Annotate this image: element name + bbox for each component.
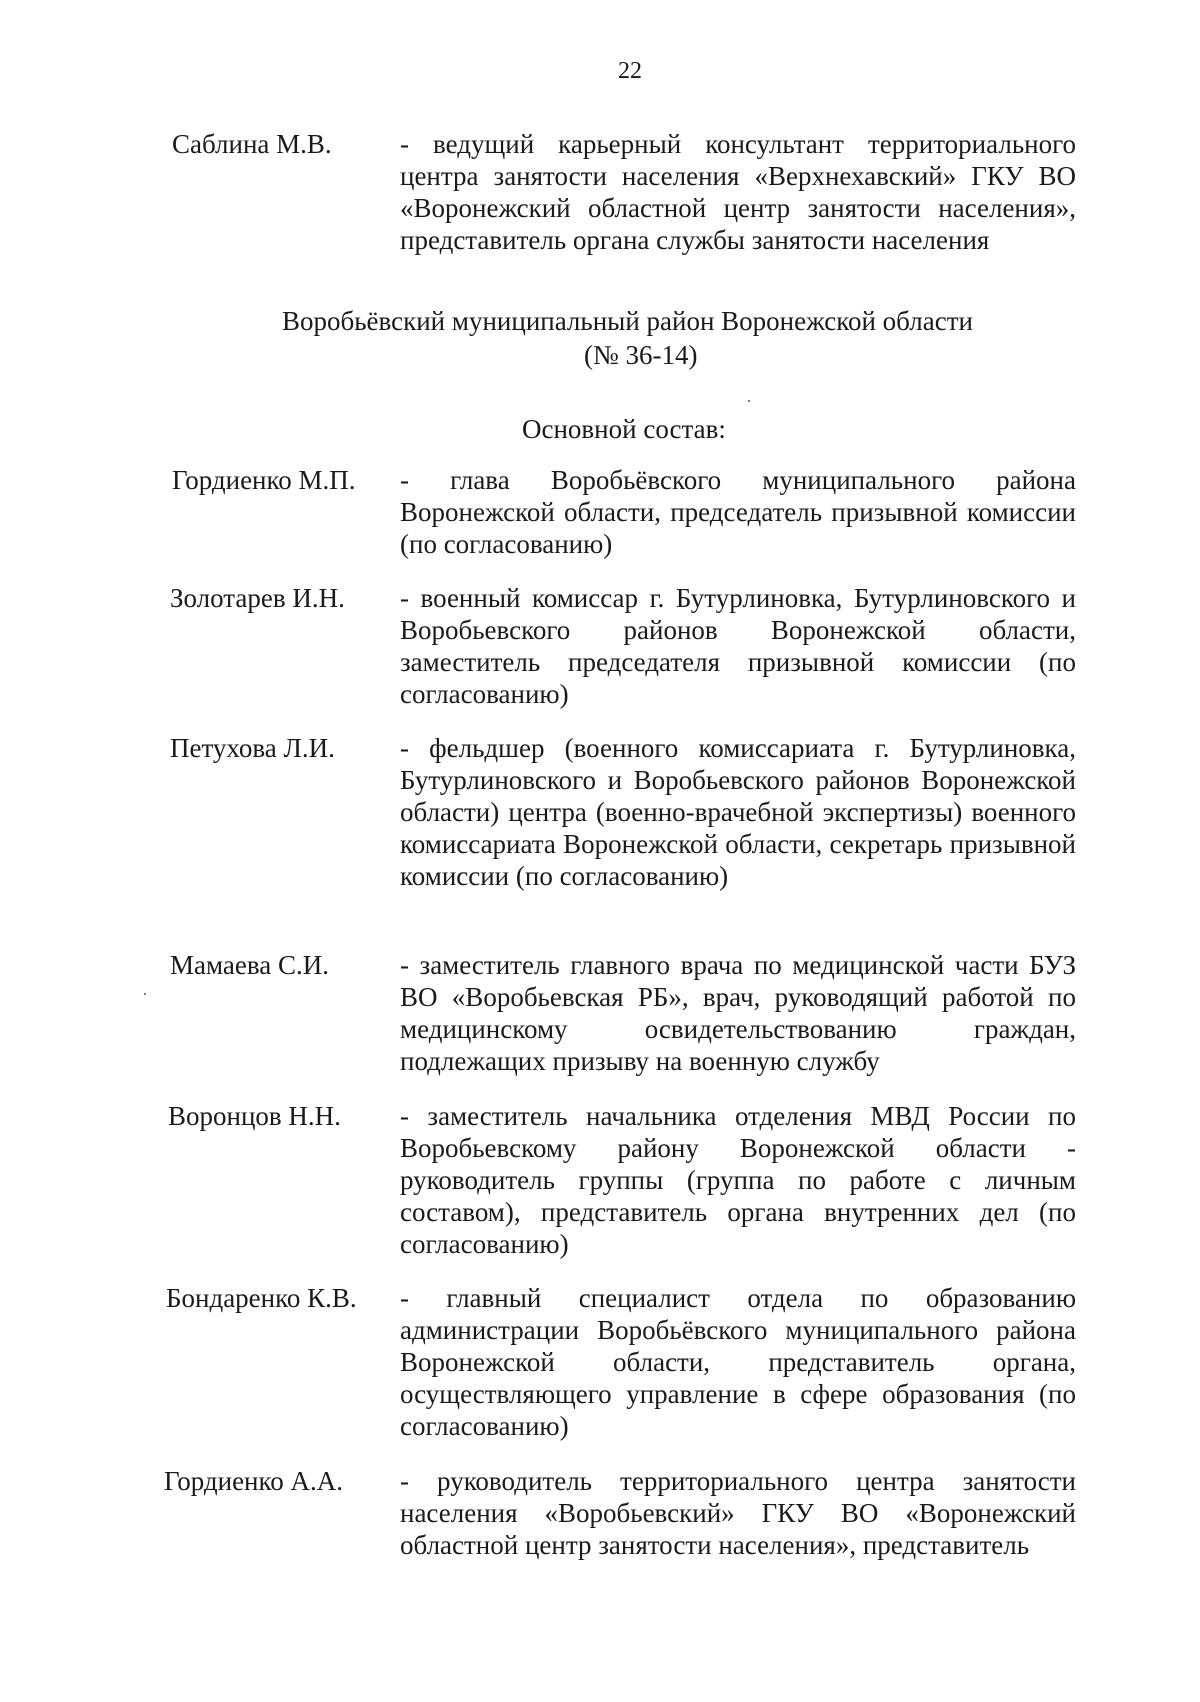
scan-speck (144, 993, 146, 995)
member-description: - заместитель главного врача по медицинской части БУЗ ВО «Воробьевская РБ», врач, руководящий работой по медицинскому освидетельствованию граждан, подлежащих призыву на военную службу (400, 950, 1076, 1076)
page-number: 22 (618, 58, 642, 84)
member-description: - заместитель начальника отделения МВД России по Воробьевскому району Воронежской области - руководитель группы (группа по работе с личным составом), представитель органа внутренних дел (по согласованию) (400, 1101, 1076, 1259)
member-name: Саблина М.В. (172, 129, 332, 159)
member-name: Гордиенко А.А. (164, 1466, 343, 1496)
member-description: - фельдшер (военного комиссариата г. Бутурлиновка, Бутурлиновского и Воробьевского районов Воронежской области) центра (военно-врачебной экспертизы) военного комиссариата Воронежской области, секретарь призывной комиссии (по согласованию) (400, 733, 1076, 891)
section-title-line1: Воробьёвский муниципальный район Воронежской области (282, 306, 973, 336)
member-name: Мамаева С.И. (170, 950, 329, 980)
member-description: - руководитель территориального центра занятости населения «Воробьевский» ГКУ ВО «Воронежский областной центр занятости населения», представитель (400, 1466, 1076, 1560)
scan-speck (748, 400, 750, 402)
member-name: Петухова Л.И. (170, 733, 335, 763)
member-name: Воронцов Н.Н. (168, 1101, 341, 1131)
member-name: Бондаренко К.В. (166, 1283, 357, 1313)
member-description: - главный специалист отдела по образованию администрации Воробьёвского муниципального района Воронежской области, представитель органа, осуществляющего управление в сфере образования (по согласованию) (400, 1283, 1076, 1441)
section-title-line2: (№ 36-14) (584, 340, 698, 370)
member-name: Гордиенко М.П. (172, 465, 356, 495)
member-description: - ведущий карьерный консультант территориального центра занятости населения «Верхнехавский» ГКУ ВО «Воронежский областной центр занятости населения», представитель органа службы занятости населения (400, 129, 1076, 255)
member-name: Золотарев И.Н. (170, 583, 345, 613)
member-description: - военный комиссар г. Бутурлиновка, Бутурлиновского и Воробьевского районов Воронежской области, заместитель председателя призывной комиссии (по согласованию) (400, 583, 1076, 709)
member-description: - глава Воробьёвского муниципального района Воронежской области, председатель призывной комиссии (по согласованию) (400, 465, 1076, 559)
subsection-title: Основной состав: (522, 414, 726, 444)
